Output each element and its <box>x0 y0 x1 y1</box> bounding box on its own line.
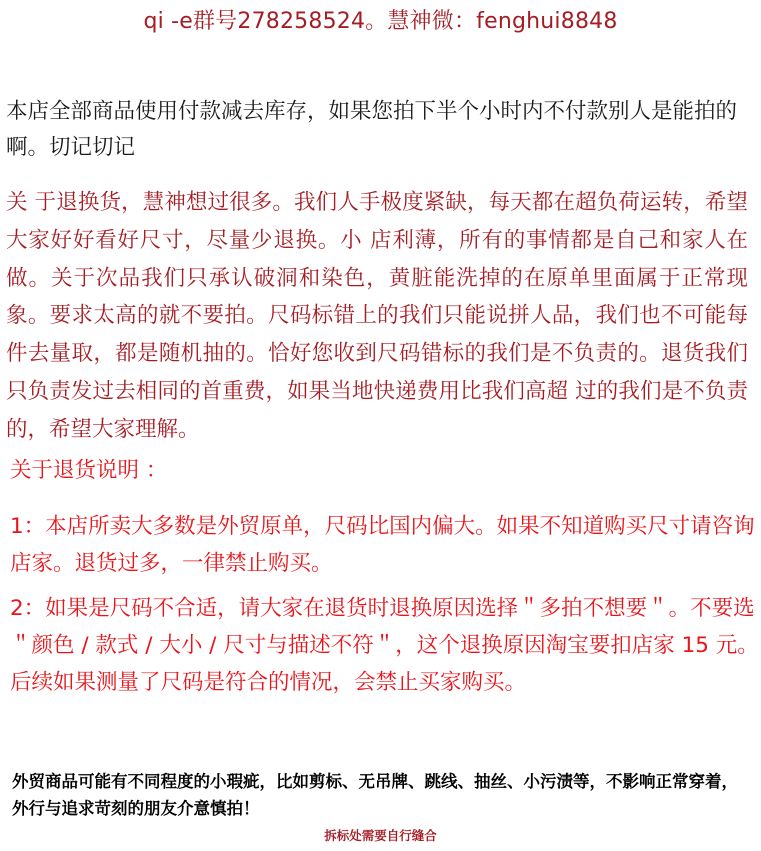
return-rule-2: 2：如果是尺码不合适，请大家在退货时退换原因选择＂多拍不想要＂。不要选＂颜色 / 款式 / 大小 / 尺寸与描述不符＂，这个退换原因淘宝要扣店家 15 元。后续如果测量了尺码是符合的情况，会禁止买家购买。 <box>10 596 759 695</box>
return-rule-1: 1：本店所卖大多数是外贸原单，尺码比国内偏大。如果不知道购买尺寸请咨询店家。退货过多，一律禁止购买。 <box>10 514 755 576</box>
return-explanation-title: 关于退货说明 ： <box>10 458 168 483</box>
return-policy-text: 关 于退换货，慧神想过很多。我们人手极度紧缺，每天都在超负荷运转，希望大家好好看好尺寸，尽量少退换。小 店利薄，所有的事情都是自己和家人在做。关于次品我们只承认破洞和染色，黄脏能洗掉的在原单里面属于正常现象。要求太高的就不要拍。尺码标错上的我们只能说拼人品，我们也不可能每件去量取，都是随机抽的。恰好您收到尺码错标的我们是不负责的。退货我们只负责发过去相同的首重费，如果当地快递费用比我们高超 过的我们是不负责的，希望大家理解。 <box>6 190 748 442</box>
payment-notice: 本店全部商品使用付款减去库存，如果您拍下半个小时内不付款别人是能拍的啊。切记切记 <box>6 99 738 160</box>
quality-notice: 外贸商品可能有不同程度的小瑕疵，比如剪标、无吊牌、跳线、抽丝、小污渍等，不影响正常穿着，外行与追求苛刻的朋友介意慎拍！ <box>12 772 738 818</box>
footnote: 拆标处需要自行缝合 <box>324 828 437 843</box>
contact-line: qi -e群号278258524。慧神微：fenghui8848 <box>143 9 618 34</box>
